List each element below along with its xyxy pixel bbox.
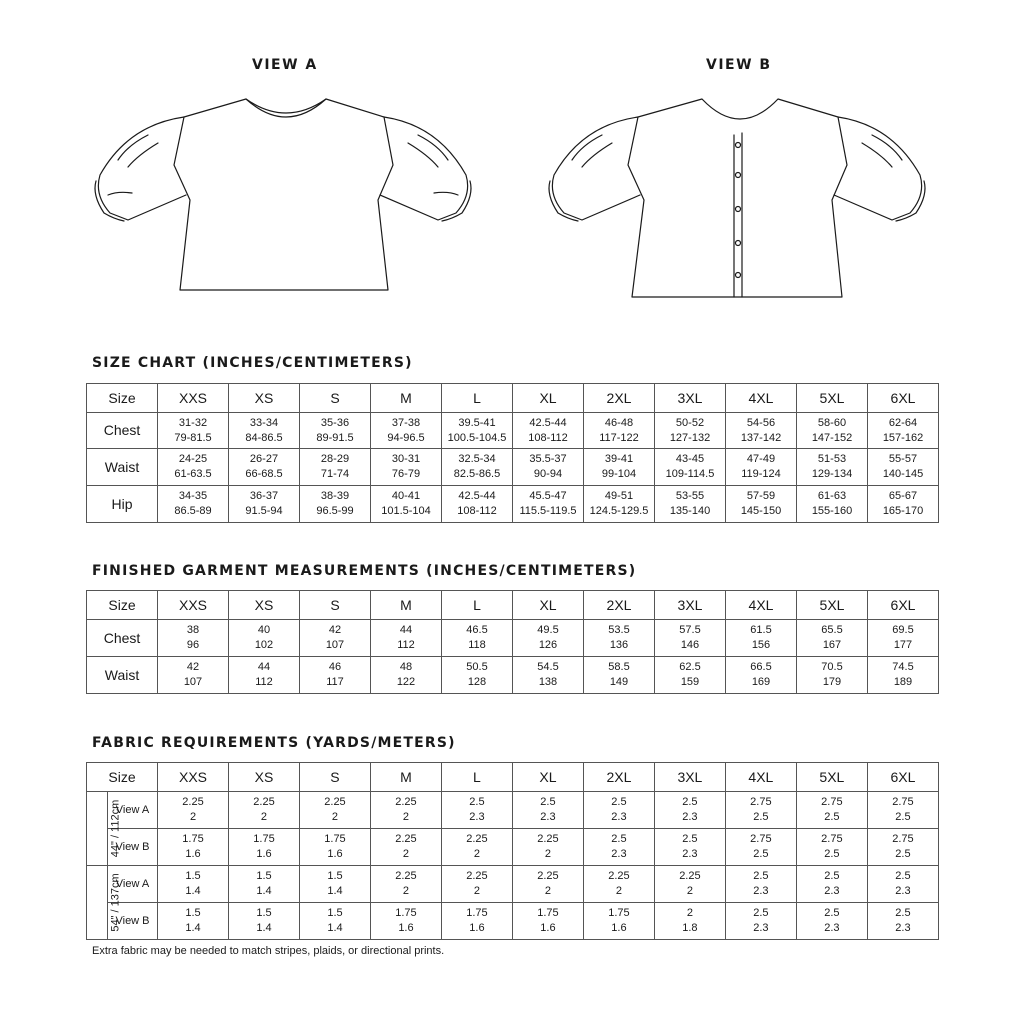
data-cell: 2.5 2.3 bbox=[796, 866, 867, 903]
header-cell: Size bbox=[87, 384, 158, 413]
data-cell: 54-56 137-142 bbox=[726, 413, 797, 449]
table-row bbox=[87, 866, 939, 903]
header-cell: XL bbox=[512, 763, 583, 792]
data-cell: 62.5 159 bbox=[655, 657, 726, 694]
data-cell: 30-31 76-79 bbox=[371, 449, 442, 486]
data-cell: 32.5-34 82.5-86.5 bbox=[442, 449, 513, 486]
header-cell: 3XL bbox=[655, 384, 726, 413]
data-cell: 66.5 169 bbox=[726, 657, 797, 694]
header-cell: XXS bbox=[158, 591, 229, 620]
data-cell: 55-57 140-145 bbox=[868, 449, 939, 486]
data-cell: 51-53 129-134 bbox=[797, 449, 868, 486]
data-cell: 53.5 136 bbox=[584, 620, 655, 657]
data-cell: 2.25 2 bbox=[370, 829, 441, 866]
data-cell: 24-25 61-63.5 bbox=[158, 449, 229, 486]
finished-measurements-title: FINISHED GARMENT MEASUREMENTS (INCHES/CENTIMETERS) bbox=[92, 563, 637, 579]
header-cell: L bbox=[442, 591, 513, 620]
data-cell: 65-67 165-170 bbox=[868, 486, 939, 523]
size-chart-header-row bbox=[87, 384, 939, 413]
data-cell: 2.5 2.3 bbox=[796, 903, 867, 940]
header-cell: 2XL bbox=[583, 763, 654, 792]
data-cell: 44 112 bbox=[229, 657, 300, 694]
fabric-width-label: 54" / 137cm bbox=[87, 866, 108, 940]
fabric-footnote: Extra fabric may be needed to match stripes, plaids, or directional prints. bbox=[92, 945, 445, 957]
header-cell: 5XL bbox=[797, 591, 868, 620]
data-cell: 31-32 79-81.5 bbox=[158, 413, 229, 449]
data-cell: 50.5 128 bbox=[442, 657, 513, 694]
data-cell: 2.25 2 bbox=[370, 792, 441, 829]
header-cell: 2XL bbox=[584, 384, 655, 413]
data-cell: 2.5 2.3 bbox=[654, 829, 725, 866]
data-cell: 1.5 1.4 bbox=[229, 866, 300, 903]
data-cell: 2.25 2 bbox=[158, 792, 229, 829]
data-cell: 33-34 84-86.5 bbox=[229, 413, 300, 449]
data-cell: 2.75 2.5 bbox=[796, 792, 867, 829]
data-cell: 1.75 1.6 bbox=[229, 829, 300, 866]
data-cell: 1.5 1.4 bbox=[158, 903, 229, 940]
data-cell: 39-41 99-104 bbox=[584, 449, 655, 486]
row-label: Chest bbox=[87, 413, 158, 449]
data-cell: 1.5 1.4 bbox=[299, 903, 370, 940]
data-cell: 2.25 2 bbox=[654, 866, 725, 903]
data-cell: 26-27 66-68.5 bbox=[229, 449, 300, 486]
header-cell: 3XL bbox=[654, 763, 725, 792]
view-b-title: VIEW B bbox=[706, 57, 772, 73]
data-cell: 34-35 86.5-89 bbox=[158, 486, 229, 523]
data-cell: 38 96 bbox=[158, 620, 229, 657]
data-cell: 2.75 2.5 bbox=[867, 792, 938, 829]
data-cell: 1.75 1.6 bbox=[158, 829, 229, 866]
header-cell: XS bbox=[229, 384, 300, 413]
data-cell: 2.5 2.3 bbox=[441, 792, 512, 829]
view-a-top-illustration bbox=[88, 95, 478, 305]
data-cell: 2.75 2.5 bbox=[867, 829, 938, 866]
header-cell: 4XL bbox=[725, 763, 796, 792]
header-cell: XS bbox=[229, 763, 300, 792]
header-cell: XS bbox=[229, 591, 300, 620]
data-cell: 49.5 126 bbox=[513, 620, 584, 657]
table-row bbox=[87, 903, 939, 940]
data-cell: 45.5-47 115.5-119.5 bbox=[513, 486, 584, 523]
data-cell: 74.5 189 bbox=[868, 657, 939, 694]
view-b-top-illustration bbox=[542, 95, 937, 305]
view-a-title: VIEW A bbox=[252, 57, 318, 73]
header-cell: XXS bbox=[158, 763, 229, 792]
fabric-width-label: 44" / 112cm bbox=[87, 792, 108, 866]
header-cell: S bbox=[299, 763, 370, 792]
data-cell: 46.5 118 bbox=[442, 620, 513, 657]
data-cell: 2.25 2 bbox=[229, 792, 300, 829]
data-cell: 1.75 1.6 bbox=[583, 903, 654, 940]
data-cell: 53-55 135-140 bbox=[655, 486, 726, 523]
data-cell: 49-51 124.5-129.5 bbox=[584, 486, 655, 523]
data-cell: 57-59 145-150 bbox=[726, 486, 797, 523]
header-cell: 3XL bbox=[655, 591, 726, 620]
row-label: Waist bbox=[87, 657, 158, 694]
size-chart-title: SIZE CHART (INCHES/CENTIMETERS) bbox=[92, 355, 413, 371]
data-cell: 58-60 147-152 bbox=[797, 413, 868, 449]
data-cell: 46 117 bbox=[300, 657, 371, 694]
data-cell: 2.5 2.3 bbox=[867, 903, 938, 940]
header-cell: Size bbox=[87, 591, 158, 620]
header-cell: XL bbox=[513, 384, 584, 413]
header-cell: Size bbox=[87, 763, 158, 792]
header-cell: 4XL bbox=[726, 384, 797, 413]
data-cell: 2.5 2.3 bbox=[867, 866, 938, 903]
data-cell: 61-63 155-160 bbox=[797, 486, 868, 523]
data-cell: 42.5-44 108-112 bbox=[442, 486, 513, 523]
data-cell: 62-64 157-162 bbox=[868, 413, 939, 449]
header-cell: L bbox=[442, 384, 513, 413]
data-cell: 2.25 2 bbox=[512, 866, 583, 903]
data-cell: 50-52 127-132 bbox=[655, 413, 726, 449]
header-cell: XL bbox=[513, 591, 584, 620]
table-row bbox=[87, 620, 939, 657]
fabric-requirements-title: FABRIC REQUIREMENTS (YARDS/METERS) bbox=[92, 735, 456, 751]
header-cell: 6XL bbox=[868, 591, 939, 620]
table-row bbox=[87, 829, 939, 866]
header-cell: S bbox=[300, 384, 371, 413]
header-cell: 5XL bbox=[796, 763, 867, 792]
row-label: Waist bbox=[87, 449, 158, 486]
data-cell: 2.25 2 bbox=[441, 866, 512, 903]
data-cell: 1.75 1.6 bbox=[299, 829, 370, 866]
data-cell: 2.25 2 bbox=[299, 792, 370, 829]
data-cell: 70.5 179 bbox=[797, 657, 868, 694]
data-cell: 2.75 2.5 bbox=[725, 829, 796, 866]
data-cell: 40-41 101.5-104 bbox=[371, 486, 442, 523]
data-cell: 42 107 bbox=[300, 620, 371, 657]
table-row bbox=[87, 413, 939, 449]
size-chart-table bbox=[86, 383, 939, 523]
data-cell: 1.75 1.6 bbox=[441, 903, 512, 940]
data-cell: 2.25 2 bbox=[370, 866, 441, 903]
row-label: View B bbox=[108, 903, 158, 940]
data-cell: 40 102 bbox=[229, 620, 300, 657]
header-cell: 2XL bbox=[584, 591, 655, 620]
data-cell: 2.5 2.3 bbox=[725, 866, 796, 903]
row-label: View B bbox=[108, 829, 158, 866]
fabric-requirements-table bbox=[86, 762, 939, 940]
table-row bbox=[87, 486, 939, 523]
finished-header-row bbox=[87, 591, 939, 620]
data-cell: 2.25 2 bbox=[441, 829, 512, 866]
data-cell: 2.25 2 bbox=[583, 866, 654, 903]
header-cell: XXS bbox=[158, 384, 229, 413]
data-cell: 2.5 2.3 bbox=[583, 829, 654, 866]
data-cell: 37-38 94-96.5 bbox=[371, 413, 442, 449]
header-cell: L bbox=[441, 763, 512, 792]
data-cell: 35.5-37 90-94 bbox=[513, 449, 584, 486]
data-cell: 1.5 1.4 bbox=[229, 903, 300, 940]
row-label: Hip bbox=[87, 486, 158, 523]
table-row bbox=[87, 449, 939, 486]
data-cell: 1.5 1.4 bbox=[299, 866, 370, 903]
data-cell: 2.5 2.3 bbox=[725, 903, 796, 940]
header-cell: 6XL bbox=[868, 384, 939, 413]
data-cell: 36-37 91.5-94 bbox=[229, 486, 300, 523]
data-cell: 69.5 177 bbox=[868, 620, 939, 657]
data-cell: 1.75 1.6 bbox=[512, 903, 583, 940]
data-cell: 42.5-44 108-112 bbox=[513, 413, 584, 449]
header-cell: M bbox=[370, 763, 441, 792]
fabric-header-row bbox=[87, 763, 939, 792]
data-cell: 2.5 2.3 bbox=[583, 792, 654, 829]
table-row bbox=[87, 792, 939, 829]
data-cell: 39.5-41 100.5-104.5 bbox=[442, 413, 513, 449]
header-cell: 6XL bbox=[867, 763, 938, 792]
data-cell: 2.75 2.5 bbox=[796, 829, 867, 866]
data-cell: 44 112 bbox=[371, 620, 442, 657]
data-cell: 2.25 2 bbox=[512, 829, 583, 866]
data-cell: 58.5 149 bbox=[584, 657, 655, 694]
data-cell: 2.5 2.3 bbox=[512, 792, 583, 829]
data-cell: 54.5 138 bbox=[513, 657, 584, 694]
data-cell: 1.75 1.6 bbox=[370, 903, 441, 940]
header-cell: S bbox=[300, 591, 371, 620]
data-cell: 2 1.8 bbox=[654, 903, 725, 940]
header-cell: 5XL bbox=[797, 384, 868, 413]
data-cell: 43-45 109-114.5 bbox=[655, 449, 726, 486]
data-cell: 48 122 bbox=[371, 657, 442, 694]
data-cell: 28-29 71-74 bbox=[300, 449, 371, 486]
row-label: Chest bbox=[87, 620, 158, 657]
data-cell: 35-36 89-91.5 bbox=[300, 413, 371, 449]
data-cell: 1.5 1.4 bbox=[158, 866, 229, 903]
data-cell: 38-39 96.5-99 bbox=[300, 486, 371, 523]
row-label: View A bbox=[108, 866, 158, 903]
data-cell: 65.5 167 bbox=[797, 620, 868, 657]
row-label: View A bbox=[108, 792, 158, 829]
data-cell: 57.5 146 bbox=[655, 620, 726, 657]
data-cell: 46-48 117-122 bbox=[584, 413, 655, 449]
data-cell: 61.5 156 bbox=[726, 620, 797, 657]
data-cell: 2.5 2.3 bbox=[654, 792, 725, 829]
data-cell: 47-49 119-124 bbox=[726, 449, 797, 486]
header-cell: M bbox=[371, 591, 442, 620]
header-cell: 4XL bbox=[726, 591, 797, 620]
table-row bbox=[87, 657, 939, 694]
header-cell: M bbox=[371, 384, 442, 413]
data-cell: 42 107 bbox=[158, 657, 229, 694]
data-cell: 2.75 2.5 bbox=[725, 792, 796, 829]
finished-measurements-table bbox=[86, 590, 939, 694]
